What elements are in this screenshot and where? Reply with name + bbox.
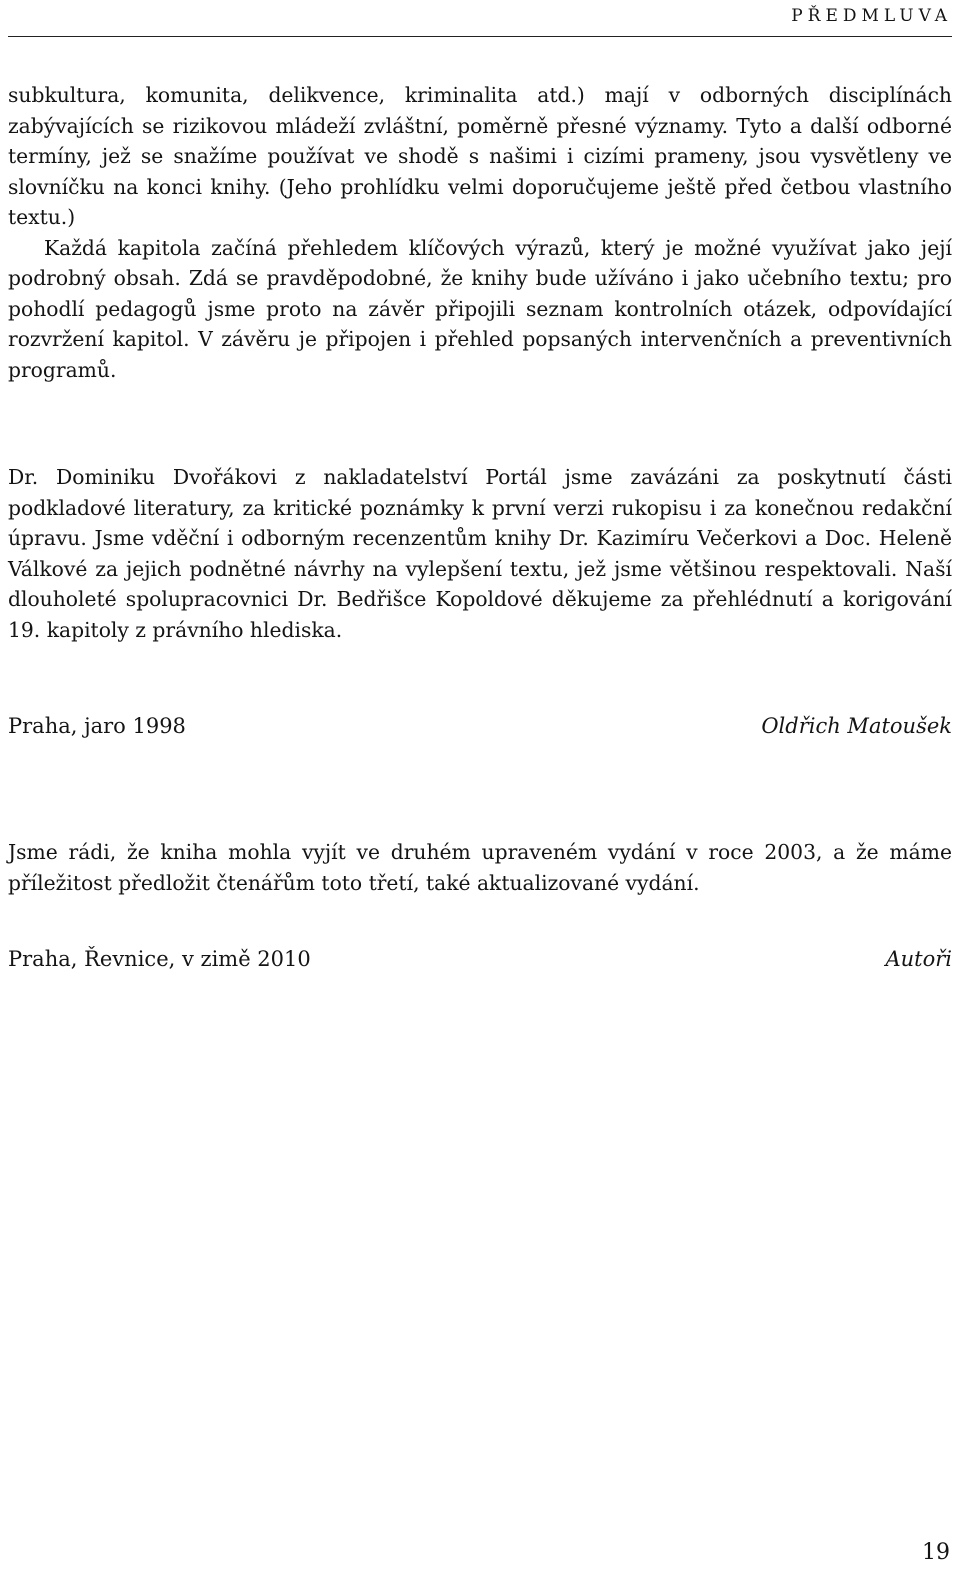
edition-note — [8, 837, 952, 898]
signature-author: Oldřich Matoušek — [761, 714, 952, 738]
signature-place-date: Praha, jaro 1998 — [8, 714, 186, 738]
edition-signature — [8, 944, 952, 974]
running-head: PŘEDMLUVA — [791, 6, 952, 26]
preface-signature — [8, 711, 952, 741]
edition-place-date: Praha, Řevnice, v zimě 2010 — [8, 947, 311, 971]
page-number: 19 — [922, 1540, 950, 1565]
preface-text — [8, 80, 952, 385]
paragraph-2: Každá kapitola začíná přehledem klíčových výrazů, který je možné využívat jako její podrobný obsah. Zdá se pravděpodobné, že knihy bude užíváno i jako učebního textu; pro pohodlí pedagogů jsme proto na závěr připojili seznam kontrolních otázek, odpovídající rozvržení kapitol. V závěru je připojen i přehled popsaných intervenčních a preventivních programů. — [8, 235, 952, 382]
paragraph-1: subkultura, komunita, delikvence, kriminalita atd.) mají v odborných disciplínách zabývajících se rizikovou mládeží zvláštní, poměrně přesné významy. Tyto a další odborné termíny, jež se snažíme používat ve shodě s našimi i cizími prameny, jsou vysvětleny ve slovníčku na konci knihy. (Jeho prohlídku velmi doporučujeme ještě před četbou vlastního textu.) — [8, 83, 952, 229]
acknowledgements — [8, 462, 952, 645]
edition-paragraph: Jsme rádi, že kniha mohla vyjít ve druhém upraveném vydání v roce 2003, a že máme příležitost předložit čtenářům toto třetí, také aktualizované vydání. — [8, 840, 952, 895]
edition-author: Autoři — [885, 947, 952, 971]
paragraph-3: Dr. Dominiku Dvořákovi z nakladatelství Portál jsme zavázáni za poskytnutí části podkladové literatury, za kritické poznámky k první verzi rukopisu i za konečnou redakční úpravu. Jsme vděční i odborným recenzentům knihy Dr. Kazimíru Večerkovi a Doc. Heleně Válkové za jejich podnětné návrhy na vylepšení textu, jež jsme většinou respektovali. Naší dlouholeté spolupracovnici Dr. Bedřišce Kopoldové děkujeme za přehlédnutí a korigování 19. kapitoly z právního hlediska. — [8, 465, 952, 642]
page-header — [8, 4, 952, 37]
